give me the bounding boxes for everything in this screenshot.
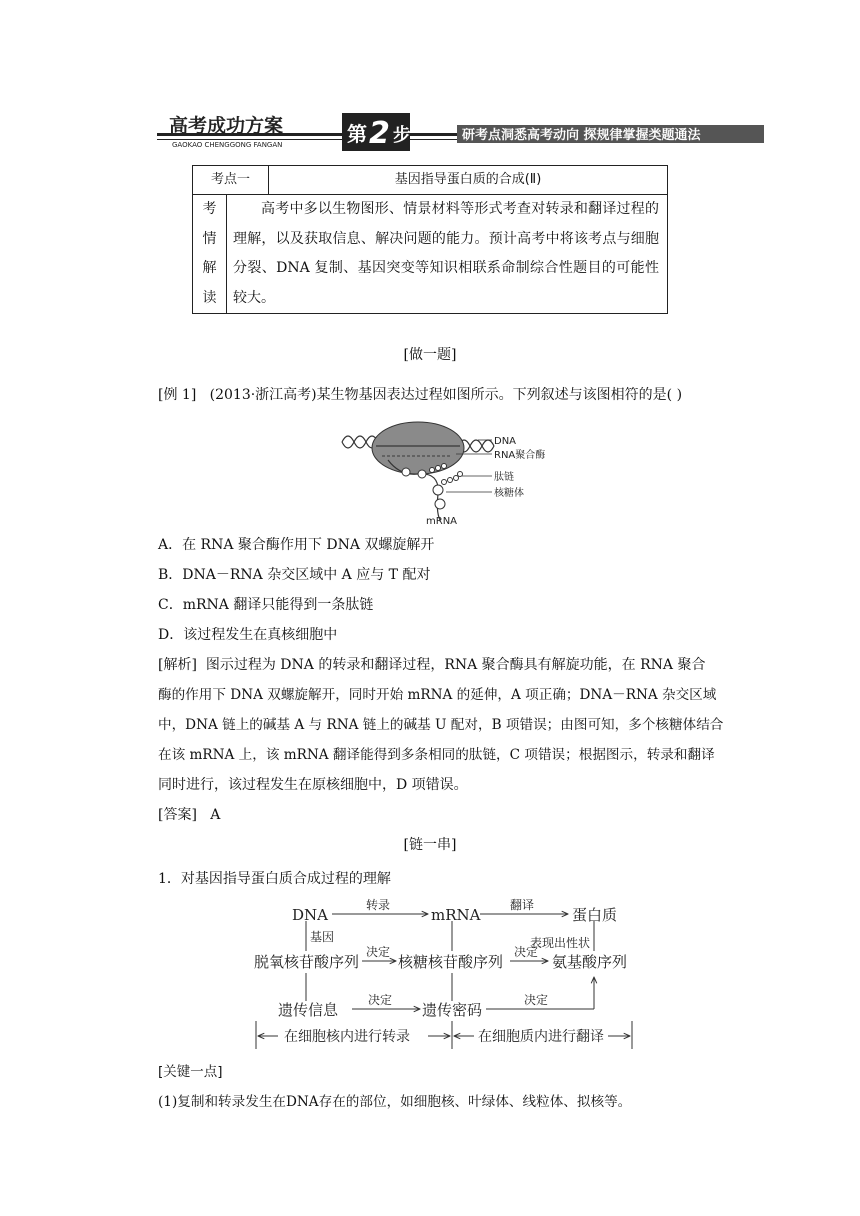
example-label: [例 1] [158,387,197,403]
answer-value: A [210,807,221,823]
flow-genetic-info: 遗传信息 [278,1001,339,1019]
side-char: 情 [202,230,217,247]
banner-slogan: 研考点洞悉高考动向 探规律掌握类题通法 [462,128,701,143]
analysis-line-5: 同时进行，该过程发生在原核细胞中，D 项错误。 [158,777,468,793]
table-body-text: 高考中多以生物图形、情景材料等形式考查对转录和翻译过程的理解，以及获取信息、解决问题的能力。预计高考中将该考点与细胞分裂、DNA 复制、基因突变等知识相联系命制综合性题目的可能性较大。 [233,201,659,306]
option-c: C．mRNA 翻译只能得到一条肽链 [158,597,374,613]
flow-amino-seq: 氨基酸序列 [552,953,628,971]
flow-decide-2: 决定 [514,945,539,959]
flow-decide-1: 决定 [366,945,391,959]
side-char: 解 [202,260,217,276]
answer-label: [答案] [158,807,197,823]
side-char: 考 [202,201,217,217]
diagram-label-ribosome: 核糖体 [494,488,524,499]
knowledge-point-table [192,165,668,314]
diagram-label-dna: DNA [494,436,517,447]
flow-codon: 遗传密码 [422,1001,483,1019]
flow-protein: 蛋白质 [572,906,618,924]
flow-cytoplasm-range: 在细胞质内进行翻译 [478,1029,604,1045]
banner-pinyin: GAOKAO CHENGGONG FANGAN [172,141,283,149]
analysis-text: 图示过程为 DNA 的转录和翻译过程，RNA 聚合酶具有解旋功能，在 RNA 聚合 [205,657,706,673]
example-stem [158,380,758,410]
flow-dna: DNA [292,906,328,924]
key-point-item-1: (1)复制和转录发生在DNA存在的部位，如细胞核、叶绿体、线粒体、拟核等。 [158,1094,632,1110]
flow-mrna: mRNA [431,906,481,924]
analysis-line-4: 在该 mRNA 上，该 mRNA 翻译能得到多条相同的肽链，C 项错误；根据图示，转录和翻译 [158,747,715,763]
header-banner [157,113,764,157]
diagram-label-rna-polymerase: RNA聚合酶 [494,450,546,461]
diagram-label-peptide: 肽链 [494,472,514,483]
table-side-label [193,195,227,313]
banner-step-suffix: 步 [393,125,411,146]
flow-nucleus-range: 在细胞核内进行转录 [284,1029,410,1045]
example-source: (2013·浙江高考) [209,387,317,403]
flow-transcribe: 转录 [366,898,391,912]
flow-gene: 基因 [310,930,335,944]
analysis-line-2: 酶的作用下 DNA 双螺旋解开，同时开始 mRNA 的延伸，A 项正确；DNA－RNA 杂交区域 [158,687,717,703]
option-b: B．DNA－RNA 杂交区域中 A 应与 T 配对 [158,567,431,583]
key-point-label: [关键一点] [158,1064,223,1080]
example-question: 某生物基因表达过程如图所示。下列叙述与该图相符的是( ) [316,387,683,403]
table-header-row [193,166,667,195]
point-1-heading: 1．对基因指导蛋白质合成过程的理解 [158,871,391,887]
option-a: A．在 RNA 聚合酶作用下 DNA 双螺旋解开 [158,537,435,553]
banner-graphic [157,113,764,157]
section-chain-heading: [链一串] [403,837,457,853]
flow-ribo-seq: 核糖核苷酸序列 [398,953,504,971]
banner-step-num: 2 [369,116,390,151]
banner-step-prefix: 第 [347,122,367,146]
section-do-heading: [做一题] [403,347,457,363]
flow-decide-4: 决定 [524,993,549,1007]
table-header-label: 考点一 [193,166,269,194]
side-char: 读 [202,289,217,306]
flow-translate: 翻译 [510,898,535,912]
answer-line [158,800,220,830]
gene-expression-diagram [340,416,570,528]
banner-title: 高考成功方案 [169,115,284,137]
flow-deoxy-seq: 脱氧核苷酸序列 [254,953,360,971]
flow-decide-3: 决定 [368,993,393,1007]
analysis-line-1 [158,650,718,680]
analysis-line-3: 中，DNA 链上的碱基 A 与 RNA 链上的碱基 U 配对，B 项错误；由图可知，多个核糖体结合 [158,717,724,733]
flow-phenotype: 表现出性状 [530,936,591,950]
table-header-topic: 基因指导蛋白质的合成(Ⅱ) [394,172,542,187]
option-d: D．该过程发生在真核细胞中 [158,627,338,643]
analysis-label: [解析] [158,657,197,673]
gene-expression-flow-diagram [248,893,648,1053]
diagram-label-mrna: mRNA [426,516,458,527]
